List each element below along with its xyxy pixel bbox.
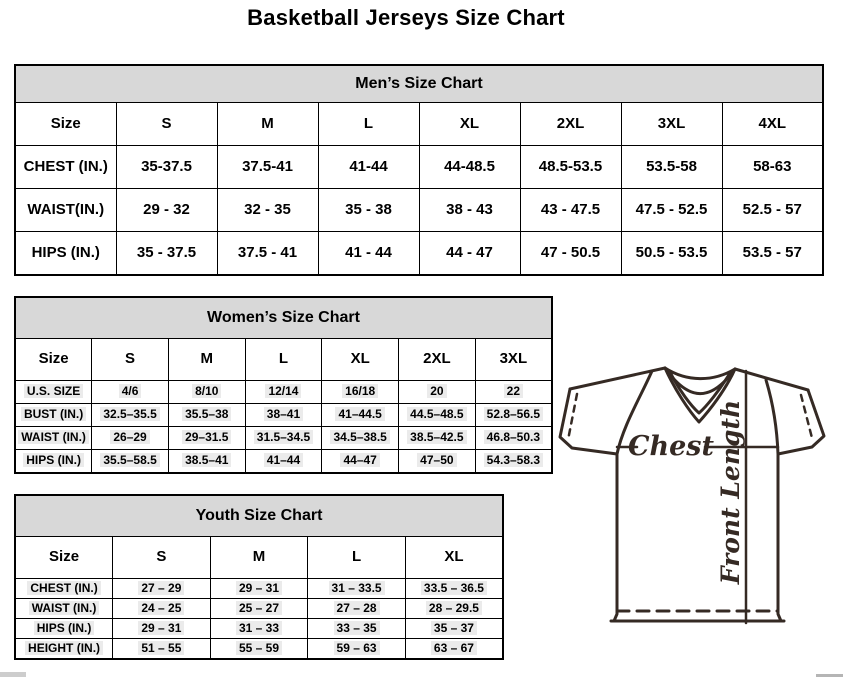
youth-column-header: Size [15,537,113,579]
youth-table-row [15,579,503,599]
men-column-header: M [217,103,318,146]
size-value-text: 44–47 [340,453,379,467]
women-size-value-cell [322,404,399,427]
size-value-text: 47.5 - 52.5 [635,200,708,218]
men-column-header: S [116,103,217,146]
size-value-text: 53.5-58 [646,157,697,175]
women-table-title: Women’s Size Chart [15,297,552,339]
youth-size-value-cell [405,599,503,619]
men-size-value-cell [520,232,621,276]
women-size-value-cell [245,427,322,450]
youth-row-label [15,599,113,619]
men-table-row [15,146,823,189]
size-value-text: 38 - 43 [446,200,493,218]
youth-column-header: M [210,537,308,579]
men-column-header-row [15,103,823,146]
men-column-header: XL [419,103,520,146]
women-size-value-cell [399,427,476,450]
men-size-value-cell [116,232,217,276]
size-value-text: 26–29 [110,430,149,444]
size-value-text: 28 – 29.5 [426,601,482,615]
youth-size-chart-section [14,494,504,660]
women-size-value-cell [92,450,169,474]
mens-size-chart-section [14,64,824,276]
men-size-value-cell [621,189,722,232]
size-value-text: 44 - 47 [446,243,493,261]
size-value-text: 47 - 50.5 [540,243,601,261]
youth-row-label [15,579,113,599]
size-value-text: 37.5 - 41 [237,243,298,261]
size-value-text: 47–50 [417,453,456,467]
men-column-header: 4XL [722,103,823,146]
men-size-value-cell [419,232,520,276]
size-value-text: 29 - 32 [143,200,190,218]
youth-size-value-cell [210,579,308,599]
size-value-text: 41-44 [349,157,388,175]
women-size-value-cell [245,381,322,404]
women-column-header: XL [322,339,399,381]
row-label-text: HIPS (IN.) [34,621,95,635]
size-value-text: 53.5 - 57 [742,243,802,261]
women-column-header: Size [15,339,92,381]
men-size-value-cell [116,146,217,189]
men-size-value-cell [621,232,722,276]
women-size-value-cell [92,381,169,404]
size-value-text: 32 - 35 [244,200,291,218]
row-label-text: CHEST (IN.) [23,157,108,175]
size-value-text: 4/6 [119,384,142,398]
size-value-text: 8/10 [192,384,221,398]
size-value-text: 33.5 – 36.5 [421,581,487,595]
youth-row-label [15,639,113,660]
right-cuff-stitch-line [801,395,812,438]
women-size-value-cell [168,404,245,427]
men-column-header: Size [15,103,116,146]
size-value-text: 35 - 38 [345,200,392,218]
size-value-text: 24 – 25 [138,601,184,615]
men-row-label [15,189,116,232]
youth-table-row [15,639,503,660]
size-value-text: 38–41 [264,407,303,421]
youth-size-value-cell [113,619,211,639]
women-row-label [15,427,92,450]
men-size-value-cell [621,146,722,189]
men-size-value-cell [419,189,520,232]
women-table-row [15,381,552,404]
youth-size-value-cell [405,579,503,599]
women-size-value-cell [92,427,169,450]
row-label-text: WAIST(IN.) [27,200,105,218]
size-value-text: 12/14 [265,384,301,398]
youth-row-label [15,619,113,639]
size-value-text: 38.5–41 [182,453,231,467]
size-value-text: 35 - 37.5 [136,243,197,261]
men-size-value-cell [318,146,419,189]
size-value-text: 35 – 37 [431,621,477,635]
men-size-value-cell [722,189,823,232]
size-value-text: 25 – 27 [236,601,282,615]
men-row-label [15,146,116,189]
size-value-text: 51 – 55 [138,641,184,655]
collar-back-neck-line [665,368,735,379]
men-row-label [15,232,116,276]
youth-size-value-cell [308,639,406,660]
men-size-value-cell [520,189,621,232]
women-column-header: L [245,339,322,381]
chest-label: Chest [628,431,714,462]
size-value-text: 31.5–34.5 [254,430,313,444]
row-label-text: HIPS (IN.) [23,453,84,467]
size-value-text: 35.5–58.5 [100,453,159,467]
size-value-text: 31 – 33.5 [329,581,385,595]
row-label-text: WAIST (IN.) [18,430,89,444]
men-size-value-cell [217,232,318,276]
page-title: Basketball Jerseys Size Chart [247,5,565,30]
row-label-text: HIPS (IN.) [31,243,100,261]
size-value-text: 20 [427,384,446,398]
women-size-value-cell [399,381,476,404]
women-table-row [15,404,552,427]
women-size-value-cell [399,450,476,474]
mens-size-table [14,64,824,276]
youth-size-value-cell [210,639,308,660]
row-label-text: HEIGHT (IN.) [25,641,103,655]
size-value-text: 31 – 33 [236,621,282,635]
body-right-edge [778,454,781,621]
youth-size-value-cell [210,619,308,639]
men-size-value-cell [318,189,419,232]
size-value-text: 29 – 31 [138,621,184,635]
youth-size-value-cell [113,579,211,599]
women-size-value-cell [322,381,399,404]
women-size-value-cell [322,427,399,450]
men-size-value-cell [116,189,217,232]
women-table-row [15,450,552,474]
men-size-value-cell [419,146,520,189]
women-column-header: 3XL [475,339,552,381]
right-armhole-seam [766,380,778,454]
size-value-text: 59 – 63 [334,641,380,655]
size-value-text: 58-63 [753,157,792,175]
horizontal-scrollbar-fragment-left[interactable] [0,672,26,677]
women-size-value-cell [475,450,552,474]
body-left-edge [614,454,617,621]
size-value-text: 27 – 28 [334,601,380,615]
women-size-value-cell [399,404,476,427]
size-value-text: 41 - 44 [345,243,392,261]
women-table-row [15,427,552,450]
size-value-text: 37.5-41 [242,157,293,175]
youth-size-value-cell [308,579,406,599]
womens-size-table [14,296,553,474]
youth-size-value-cell [308,599,406,619]
size-value-text: 52.5 - 57 [742,200,802,218]
womens-size-chart-section [14,296,553,474]
size-value-text: 55 – 59 [236,641,282,655]
row-label-text: BUST (IN.) [21,407,86,421]
women-size-value-cell [475,404,552,427]
size-value-text: 32.5–35.5 [100,407,159,421]
left-cuff-stitch-line [568,394,577,440]
women-column-header: M [168,339,245,381]
women-column-header: S [92,339,169,381]
youth-size-value-cell [308,619,406,639]
size-value-text: 41–44.5 [335,407,384,421]
women-row-label [15,404,92,427]
youth-column-header: XL [405,537,503,579]
front-length-label: Front Length [716,399,745,585]
youth-table-row [15,599,503,619]
size-value-text: 41–44 [264,453,303,467]
size-value-text: 44.5–48.5 [407,407,466,421]
women-row-label [15,450,92,474]
size-value-text: 34.5–38.5 [330,430,389,444]
women-column-header: 2XL [399,339,476,381]
men-column-header: L [318,103,419,146]
size-value-text: 54.3–58.3 [484,453,543,467]
size-value-text: 46.8–50.3 [484,430,543,444]
men-size-value-cell [217,146,318,189]
size-value-text: 50.5 - 53.5 [635,243,708,261]
size-value-text: 48.5-53.5 [538,157,603,175]
youth-column-header: S [113,537,211,579]
women-size-value-cell [168,381,245,404]
youth-size-value-cell [405,619,503,639]
row-label-text: CHEST (IN.) [27,581,100,595]
men-table-row [15,232,823,276]
youth-size-value-cell [210,599,308,619]
youth-table-row [15,619,503,639]
size-value-text: 63 – 67 [431,641,477,655]
men-size-value-cell [318,232,419,276]
size-value-text: 22 [504,384,523,398]
size-value-text: 52.8–56.5 [484,407,543,421]
women-size-value-cell [475,427,552,450]
youth-size-value-cell [113,599,211,619]
size-value-text: 16/18 [342,384,378,398]
men-size-value-cell [520,146,621,189]
youth-table-title: Youth Size Chart [15,495,503,537]
size-value-text: 35.5–38 [182,407,231,421]
jersey-measurement-diagram [553,358,841,628]
youth-size-value-cell [405,639,503,660]
women-size-value-cell [168,450,245,474]
men-size-value-cell [722,146,823,189]
row-label-text: U.S. SIZE [24,384,83,398]
women-size-value-cell [92,404,169,427]
youth-column-header-row [15,537,503,579]
size-value-text: 38.5–42.5 [407,430,466,444]
men-size-value-cell [722,232,823,276]
men-table-title: Men’s Size Chart [15,65,823,103]
men-column-header: 3XL [621,103,722,146]
women-size-value-cell [245,450,322,474]
women-size-value-cell [475,381,552,404]
size-value-text: 44-48.5 [444,157,495,175]
women-size-value-cell [245,404,322,427]
size-value-text: 35-37.5 [141,157,192,175]
youth-column-header: L [308,537,406,579]
women-size-value-cell [322,450,399,474]
men-table-row [15,189,823,232]
size-value-text: 43 - 47.5 [540,200,601,218]
size-value-text: 33 – 35 [334,621,380,635]
size-value-text: 29 – 31 [236,581,282,595]
women-column-header-row [15,339,552,381]
size-value-text: 27 – 29 [138,581,184,595]
men-column-header: 2XL [520,103,621,146]
women-row-label [15,381,92,404]
size-value-text: 29–31.5 [182,430,231,444]
women-size-value-cell [168,427,245,450]
youth-size-table [14,494,504,660]
left-sleeve-outline [560,389,617,454]
row-label-text: WAIST (IN.) [29,601,100,615]
youth-size-value-cell [113,639,211,660]
men-size-value-cell [217,189,318,232]
horizontal-scrollbar-fragment-right[interactable] [816,674,843,677]
